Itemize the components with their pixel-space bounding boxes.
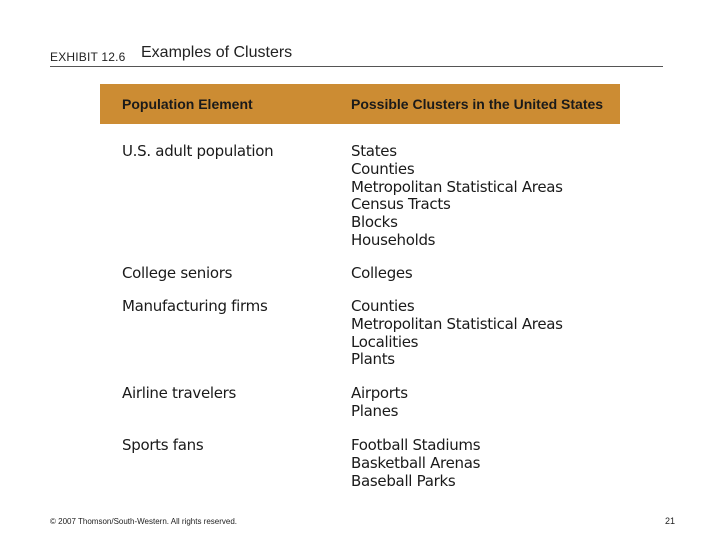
cluster-list [351, 298, 563, 369]
page-number: 21 [665, 516, 676, 526]
cluster-list [351, 385, 408, 421]
cluster-item: Census Tracts [351, 195, 451, 214]
cluster-item: Baseball Parks [351, 471, 456, 490]
header-divider [50, 66, 663, 67]
cluster-item: Counties [351, 159, 415, 178]
cluster-item: Households [351, 230, 436, 249]
cluster-item: Basketball Arenas [351, 453, 481, 472]
population-element: U.S. adult population [122, 142, 274, 160]
cluster-item: Colleges [351, 264, 413, 282]
cluster-item: Planes [351, 401, 399, 420]
population-element: Airline travelers [122, 384, 237, 402]
cluster-item: Metropolitan Statistical Areas [351, 177, 563, 196]
cluster-list [351, 265, 412, 283]
cluster-item: Football Stadiums [351, 436, 481, 454]
cluster-item: Airports [351, 384, 408, 402]
cluster-item: Blocks [351, 213, 398, 232]
cluster-item: States [351, 142, 397, 160]
copyright-notice: © 2007 Thomson/South-Western. All rights reserved. [50, 517, 238, 526]
population-element: Manufacturing firms [122, 297, 268, 315]
cluster-item: Localities [351, 332, 419, 351]
cluster-list [351, 437, 480, 490]
page-title: Examples of Clusters [141, 44, 293, 61]
exhibit-label: EXHIBIT 12.6 [50, 50, 126, 64]
cluster-list [351, 143, 563, 250]
population-element: Sports fans [122, 436, 204, 454]
population-element: College seniors [122, 264, 233, 282]
slide-header [0, 0, 720, 70]
column-header-population-element: Population Element [122, 96, 253, 112]
cluster-item: Metropolitan Statistical Areas [351, 314, 563, 333]
cluster-item: Counties [351, 297, 415, 315]
cluster-item: Plants [351, 350, 395, 369]
column-header-possible-clusters: Possible Clusters in the United States [351, 96, 604, 112]
